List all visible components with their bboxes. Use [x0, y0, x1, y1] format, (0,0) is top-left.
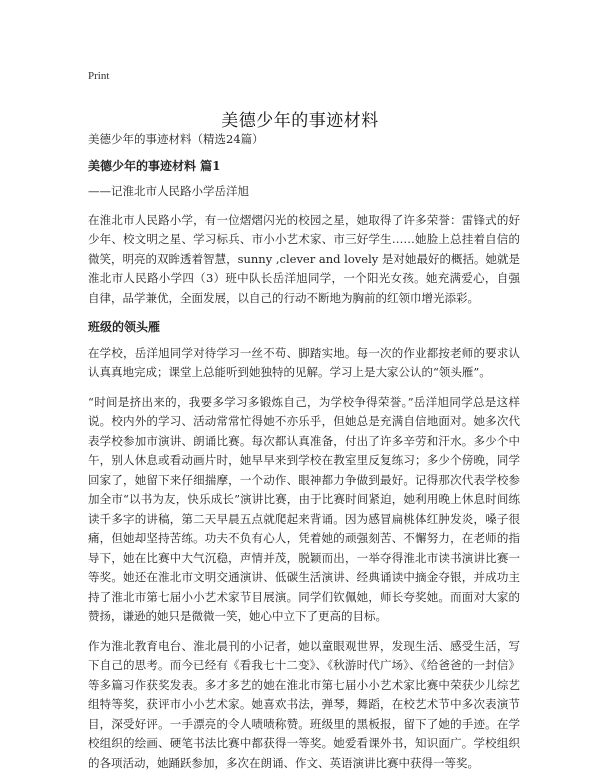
- byline: ——记淮北市人民路小学岳洋旭: [88, 184, 249, 198]
- document-body: [88, 130, 520, 783]
- document-subtitle: 美德少年的事迹材料（精选24篇）: [88, 132, 264, 146]
- paragraph-2: 在学校，岳洋旭同学对待学习一丝不苟、脚踏实地。每一次的作业都按老师的要求认认真真地完成；课堂上总能听到她独特的见解。学习上是大家公认的“领头雁”。: [88, 345, 520, 379]
- section-heading-1: 美德少年的事迹材料 篇1: [88, 158, 221, 173]
- print-label: Print: [88, 70, 110, 82]
- paragraph-1: 在淮北市人民路小学，有一位熠熠闪光的校园之星，她取得了许多荣誉：雷锋式的好少年、校文明之星、学习标兵、市小小艺术家、市三好学生……她脸上总挂着自信的微笑，明亮的双眸透着智慧，sunny ,clever and lovely 是对她最好的概括。她就是淮北市人民路小学四（3）班中队长岳洋旭同学，一个阳光女孩。她充满爱心，自强自律，品学兼优，全面发展，以自己的行动不断地为胸前的红领巾增光添彩。: [88, 212, 520, 305]
- section-heading-2: 班级的领头雁: [88, 320, 161, 334]
- paragraph-3: “时间是挤出来的，我要多学习多锻炼自己，为学校争得荣誉。”岳洋旭同学总是这样说。校内外的学习、活动常常忙得她不亦乐乎，但她总是充满自信地面对。她多次代表学校参加市演讲、朗诵比赛。每次都认真准备，付出了许多辛劳和汗水。多少个中午，别人休息或看动画片时，她早早来到学校在教室里反复练习；多少个傍晚，同学回家了，她留下来仔细揣摩，一个动作、眼神都力争做到最好。记得那次代表学校参加全市“以书为友，快乐成长”演讲比赛，由于比赛时间紧迫，她利用晚上休息时间练读千多字的讲稿，第二天早晨五点就爬起来背诵。因为感冒扁桃体红肿发炎，嗓子很痛，但她却坚持苦练。功夫不负有心人，凭着她的顽强刻苦、不懈努力，在老师的指导下，她在比赛中大气沉稳，声情并茂，脱颖而出，一举夺得淮北市读书演讲比赛一等奖。她还在淮北市文明交通演讲、低碳生活演讲、经典诵读中摘金夺银，并成功主持了淮北市第七届小小艺术家节目展演。同学们钦佩她，师长夸奖她。而面对大家的赞扬，谦逊的她只是微微一笑，她心中立下了更高的目标。: [88, 394, 520, 623]
- paragraph-4: 作为淮北教育电台、淮北晨刊的小记者，她以童眼观世界，发现生活、感受生活，写下自己的思考。而今已经有《看我七十二变》、《秋游时代广场》、《给爸爸的一封信》等多篇习作获奖发表。多才多艺的她在淮北市第七届小小艺术家比赛中荣获少儿综艺组特等奖，获评市小小艺术家。她喜欢书法，弹琴，舞蹈，在校艺术节中多次表演节目，深受好评。一手漂亮的令人啧啧称赞。班级里的黑板报，留下了她的手迹。在学校组织的绘画、硬笔书法比赛中都获得一等奖。她爱看课外书，知识面广。学校组织的各项活动，她踊跃参加，多次在朗诵、作文、英语演讲比赛中获得一等奖。: [88, 638, 520, 770]
- document-title: 美德少年的事迹材料: [221, 111, 379, 132]
